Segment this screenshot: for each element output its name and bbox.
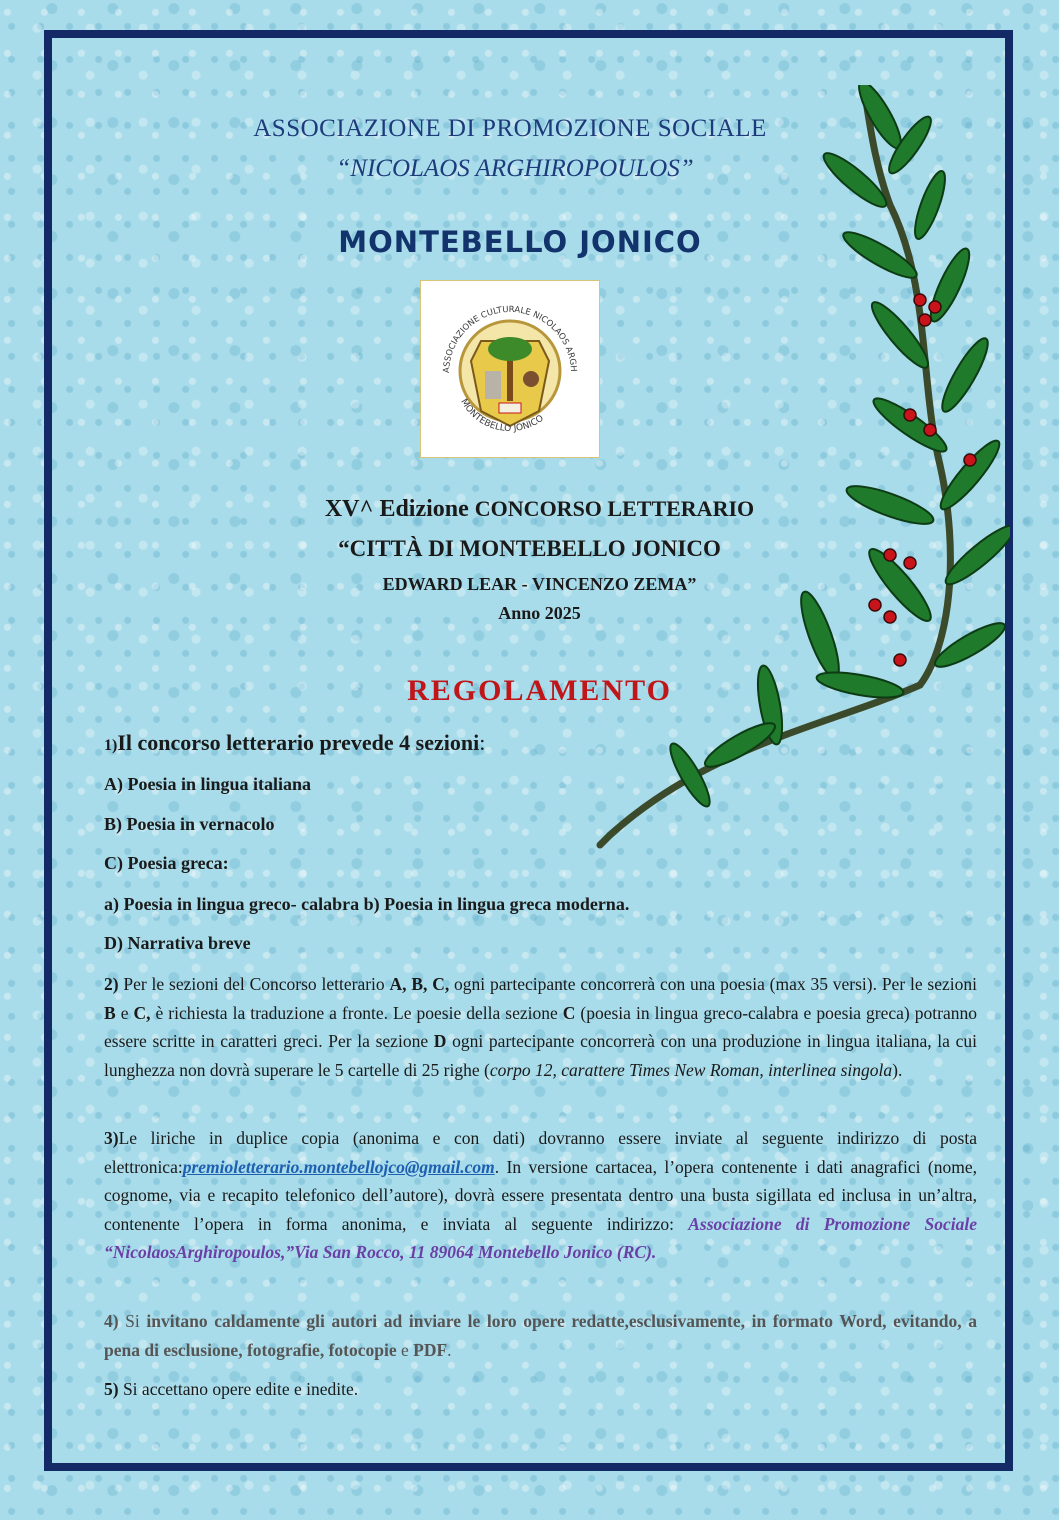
edition-title [0,496,1059,523]
article-2-paragraph: 2) Per le sezioni del Concorso letterario A, B, C, ogni partecipante concorrerà con una poesia (max 35 versi). Per le sezioni B e C, è richiesta la traduzione a fronte. Le poesie della sezione C (poesia in lingua greco-calabra e poesia greca) potranno essere scritte in caratteri greci. Per la sezione D ogni partecipante concorrerà con una produzione in lingua italiana, la cui lunghezza non dovrà superare le 5 cartelle di 25 righe (corpo 12, carattere Times New Roman, interlinea singola). [104,974,977,1080]
contest-year: Anno 2025 [498,603,581,623]
section-item: a) Poesia in lingua greco- calabra b) Poesia in lingua greca moderna. [104,894,630,914]
section-item: A) Poesia in lingua italiana [104,774,312,794]
section-item: D) Narrativa breve [104,933,251,953]
contest-email-link[interactable]: premioletterario.montebellojco@gmail.com [182,1156,495,1177]
postal-address: Associazione di Promozione Sociale “NicolaosArghiropoulos,”Via San Rocco, 11 89064 Montebello Jonico (RC) [104,1213,978,1262]
section-item: C) Poesia greca: [104,853,229,873]
section-item: B) Poesia in vernacolo [104,814,275,834]
edition-number: XV^ Edizione [324,496,469,522]
city-title: MONTEBELLO JONICO [338,225,702,259]
contest-name: “CITTÀ DI MONTEBELLO JONICO [338,536,721,561]
logo-ring-text-bottom: MONTEBELLO JONICO [458,397,546,435]
association-logo [420,280,600,458]
sections-heading-text: Il concorso letterario prevede 4 sezioni [117,730,480,755]
regulation-title: REGOLAMENTO [407,674,672,707]
article-5-paragraph: 5) Si accettano opere edite e inedite. [104,1379,359,1399]
logo-ring-text-top: ASSOCIAZIONE CULTURALE NICOLAOS ARGH [441,304,579,374]
olive-branch-illustration [590,85,1010,855]
article-4-paragraph: 4) Si invitano caldamente gli autori ad inviare le loro opere redatte,esclusivamente, in formato Word, evitando, a pena di esclusione, fotografie, fotocopie e PDF. [104,1311,977,1360]
association-name: ASSOCIAZIONE DI PROMOZIONE SOCIALE [253,115,767,142]
article-3-paragraph: 3)Le liriche in duplice copia (anonima e con dati) dovranno essere inviate al seguente indirizzo di posta elettronica:premioletterario.montebellojco@gmail.com. In versione cartacea, l’opera contenente i dati anagrafici (nome, cognome, via e recapito telefonico dell’autore), dovrà essere presentata dentro una busta sigillata ed inclusa in un’altra, contenente l’opera in forma anonima, e inviata al seguente indirizzo: Associazione di Promozione Sociale “NicolaosArghiropoulos,”Via San Rocco, 11 89064 Montebello Jonico (RC). [104,1128,978,1262]
article-number: 1) [104,737,118,754]
association-dedication: “NICOLAOS ARGHIROPOULOS” [336,155,694,182]
contest-dedicatees: EDWARD LEAR - VINCENZO ZEMA” [382,574,697,594]
sections-heading: 1)Il concorso letterario prevede 4 sezioni: [104,730,486,755]
contest-type: CONCORSO LETTERARIO [474,496,755,521]
